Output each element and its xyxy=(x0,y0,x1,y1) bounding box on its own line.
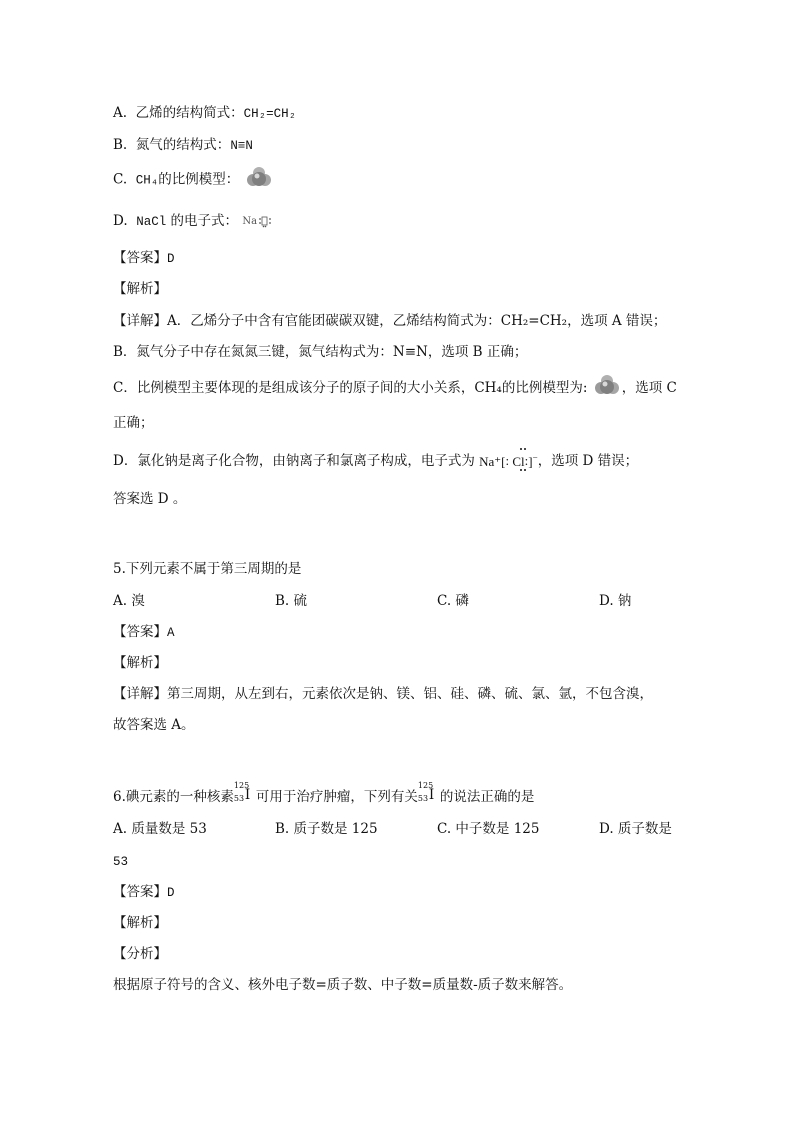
option-text: B. 质子数是 125 xyxy=(275,821,378,837)
question-stem: 的说法正确的是 xyxy=(439,789,535,805)
q6-option-a xyxy=(113,820,207,838)
detail-text: 第三周期，从左到右，元素依次是钠、镁、铝、硅、磷、硫、氯、氩，不包含溴， xyxy=(167,686,653,702)
option-label: C. xyxy=(113,171,128,188)
detail-text: ，选项 C xyxy=(621,380,677,396)
nuclide-notation xyxy=(417,781,440,804)
analysis-tag: 【解析】 xyxy=(113,655,167,671)
question-stem: 5.下列元素不属于第三周期的是 xyxy=(113,561,302,577)
option-text: A. 质量数是 53 xyxy=(113,821,207,837)
nuclide-notation xyxy=(233,781,256,804)
option-text: B. 硫 xyxy=(275,593,308,609)
q6-stem xyxy=(113,781,535,806)
analysis-tag: 【解析】 xyxy=(113,915,167,931)
q5-option-b xyxy=(275,592,307,610)
nacl-electron-formula: Na⁺[: Cl:]− xyxy=(479,453,538,471)
formula: NaCl xyxy=(136,215,167,229)
answer-value: D xyxy=(167,886,175,900)
detail-text: 正确； xyxy=(113,415,154,431)
detail-text: 根据原子符号的含义、核外电子数=质子数、中子数=质量数-质子数来解答。 xyxy=(113,977,573,993)
option-label: B. xyxy=(113,137,128,153)
q5-detail-line2 xyxy=(113,716,195,734)
q4-detail-line2 xyxy=(113,343,527,361)
element-symbol: I xyxy=(428,787,435,803)
q6-fenxi-text xyxy=(113,976,572,994)
element-symbol: I xyxy=(244,787,251,803)
q6-option-c xyxy=(437,820,540,838)
analysis-tag: 【解析】 xyxy=(113,281,167,297)
q6-analysis-tag xyxy=(113,914,167,932)
q6-option-d-wrap xyxy=(113,852,128,871)
chloride-dots-icon xyxy=(257,214,273,228)
mass-number: 125 xyxy=(417,781,434,790)
q5-detail-line1 xyxy=(113,685,653,703)
q5-option-a xyxy=(113,592,145,610)
methane-space-filling-model-image xyxy=(244,164,274,190)
option-text: 氮气的结构式： xyxy=(135,137,231,153)
atomic-number: 53 xyxy=(233,794,245,803)
option-text: C. 磷 xyxy=(437,593,469,609)
answer-value: A xyxy=(167,626,175,640)
detail-tag: 【详解】 xyxy=(113,686,167,702)
detail-text: D．氯化钠是离子化合物，由钠离子和氯离子构成，电子式为 xyxy=(113,453,475,469)
q5-answer xyxy=(113,623,175,642)
option-label: A. xyxy=(113,105,128,121)
q4-analysis-tag xyxy=(113,280,167,298)
answer-tag: 【答案】 xyxy=(113,884,167,900)
option-text: 的比例模型： xyxy=(158,171,240,188)
q4-detail-line5 xyxy=(113,452,638,471)
detail-text: ，选项 D 错误； xyxy=(537,453,639,469)
q5-stem xyxy=(113,560,301,578)
detail-text: B．氮气分子中存在氮氮三键，氮气结构式为：N≡N，选项 B 正确； xyxy=(113,344,528,360)
q4-option-a xyxy=(113,104,296,123)
q6-answer xyxy=(113,883,175,902)
detail-text: C．比例模型主要体现的是组成该分子的原子间的大小关系，CH₄的比例模型为: xyxy=(113,380,588,396)
option-text: 53 xyxy=(113,855,129,869)
sodium-symbol: Na xyxy=(242,215,258,227)
mass-number: 125 xyxy=(233,781,250,790)
q4-option-c xyxy=(113,170,274,190)
q4-option-d xyxy=(113,212,273,231)
methane-space-filling-model-image xyxy=(592,372,622,398)
option-text: D. 钠 xyxy=(599,593,632,609)
option-text: A. 溴 xyxy=(113,593,145,609)
lone-pair-dots xyxy=(479,447,539,473)
fenxi-tag: 【分析】 xyxy=(113,946,167,962)
formula: N≡N xyxy=(230,139,253,153)
atomic-number: 53 xyxy=(417,794,429,803)
option-text: D. 质子数是 xyxy=(599,821,672,837)
detail-text: A．乙烯分子中含有官能团碳碳双键，乙烯结构简式为：CH₂=CH₂，选项 A 错误； xyxy=(167,313,667,329)
q4-detail-line6 xyxy=(113,490,186,508)
detail-tag: 【详解】 xyxy=(113,313,167,329)
q4-option-b xyxy=(113,136,253,155)
option-label: D. xyxy=(113,213,128,229)
q4-answer xyxy=(113,249,175,268)
q4-detail-line1 xyxy=(113,312,666,330)
question-stem: 可用于治疗肿瘤，下列有关 xyxy=(255,789,418,805)
answer-value: D xyxy=(167,252,175,266)
q4-detail-line3 xyxy=(113,379,677,398)
formula: CH₄ xyxy=(135,173,159,188)
option-text: 乙烯的结构简式： xyxy=(135,105,244,121)
q6-option-d xyxy=(599,820,672,838)
question-stem: 6.碘元素的一种核素 xyxy=(113,789,234,805)
detail-text: 故答案选 A。 xyxy=(113,717,195,733)
option-text: 的电子式： xyxy=(166,213,239,229)
q5-option-c xyxy=(437,592,469,610)
option-text: C. 中子数是 125 xyxy=(437,821,540,837)
q5-analysis-tag xyxy=(113,654,167,672)
q5-option-d xyxy=(599,592,631,610)
sodium-ion: Na⁺ xyxy=(479,453,502,469)
q6-fenxi-tag xyxy=(113,945,167,963)
detail-text: 答案选 D 。 xyxy=(113,491,187,507)
chloride-symbol: Cl xyxy=(512,453,525,469)
answer-tag: 【答案】 xyxy=(113,250,167,266)
formula: CH₂=CH₂ xyxy=(243,107,297,121)
answer-tag: 【答案】 xyxy=(113,624,167,640)
nacl-electron-formula-image xyxy=(242,213,273,231)
q4-detail-line4 xyxy=(113,414,154,432)
q6-option-b xyxy=(275,820,378,838)
